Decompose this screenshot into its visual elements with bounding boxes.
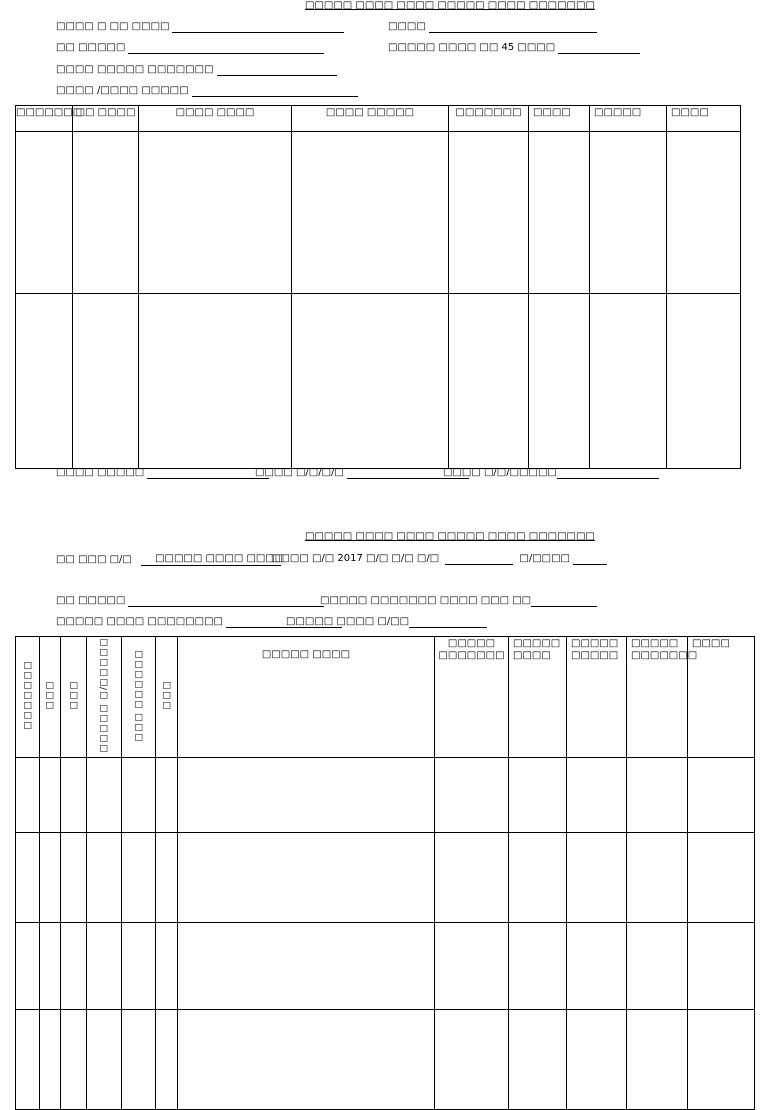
table-cell[interactable] [449,294,529,469]
form2-col-header: □□□□□ □□□□□□□ [627,637,688,758]
table-cell[interactable] [667,294,741,469]
form1-col-header: □□□□ [667,106,741,132]
form1-date-label: □□□□ [388,21,426,32]
table-cell[interactable] [16,922,40,1009]
table-cell[interactable] [122,922,156,1009]
table-cell[interactable] [567,757,627,832]
table-cell[interactable] [435,757,509,832]
form1-name-line[interactable] [172,22,344,33]
table-cell[interactable] [16,132,73,294]
table-cell[interactable] [178,832,435,922]
table-cell[interactable] [567,922,627,1009]
form1-table-row [16,294,741,469]
table-cell[interactable] [122,757,156,832]
form1-table-row [16,132,741,294]
table-cell[interactable] [688,757,755,832]
table-cell[interactable] [16,757,40,832]
form1-place-field[interactable] [56,85,358,97]
form2-col-header: □□□ □□□□□□ [122,637,156,758]
form1-footer-1-label: □□□□ □□□□□ [56,467,145,478]
table-cell[interactable] [16,294,73,469]
form1-header-row [16,106,741,132]
table-cell[interactable] [40,832,61,922]
table-cell[interactable] [156,757,178,832]
form1-col-header: □□□□ [529,106,590,132]
form2-col-header: □□□ [156,637,178,758]
form2-row3-left-label: □□□□□ □□□□ □□□□□□□□ [56,616,223,627]
table-cell[interactable] [16,832,40,922]
table-cell[interactable] [590,294,667,469]
form1-footer-2-label: □□□□ □/□/□/□ [255,467,344,478]
form1-footer-1[interactable] [56,467,269,479]
form1-office-field[interactable] [56,64,337,76]
table-cell[interactable] [87,922,122,1009]
form1-table [15,105,741,469]
form1-name-field[interactable] [56,21,344,33]
form1-col-header: □□□□□ [590,106,667,132]
form2-row1-end-label: □/□□□□ [519,553,571,564]
form2-row3-right-line[interactable] [409,617,487,628]
form1-office-label: □□□□ □□□□□ □□□□□□□ [56,64,214,75]
table-cell[interactable] [40,922,61,1009]
table-cell[interactable] [509,832,567,922]
form2-table-row [16,922,755,1009]
table-cell[interactable] [61,757,87,832]
form2-table-row [16,1009,755,1109]
table-cell[interactable] [567,1009,627,1109]
form2-row1-value[interactable]: □□□□□ □□□□ □□□□ [141,553,281,566]
form1-col-header: □□□□ □□□□ [139,106,292,132]
form1-col-header: □□□□ □□□□□ [292,106,449,132]
form2-header-row [16,637,755,758]
form2-col-header: □□□ [40,637,61,758]
form1-col-header: □□ □□□□ [73,106,139,132]
form1-footer-1-line[interactable] [147,468,269,479]
table-cell[interactable] [87,1009,122,1109]
form1-date-line[interactable] [429,22,597,33]
table-cell[interactable] [156,1009,178,1109]
table-cell[interactable] [178,1009,435,1109]
table-cell[interactable] [688,832,755,922]
form1-footer-3-label: □□□□ □/□/□□□□□ [443,467,557,478]
form2-row3-right-label: □□□□□ □□□□ □/□□ [286,616,410,627]
form1-rule-label: □□□□□ □□□□ □□ 45 □□□□ [388,42,556,53]
form2-col-header: □□□□□ □□□□ [178,637,435,758]
table-cell[interactable] [122,832,156,922]
table-cell[interactable] [156,922,178,1009]
form1-num-field[interactable] [56,42,324,54]
table-cell[interactable] [61,1009,87,1109]
form1-col-header: □□□□□□□ [449,106,529,132]
form1-num-label: □□ □□□□□ [56,42,126,53]
form2-row2-right-label: □□□□□ □□□□□□□ □□□□ □□□ □□ [320,595,532,606]
table-cell[interactable] [73,294,139,469]
table-cell[interactable] [435,1009,509,1109]
form2-row1-year[interactable] [271,553,607,565]
table-cell[interactable] [529,132,590,294]
form2-row2-right[interactable] [320,595,597,607]
table-cell[interactable] [139,132,292,294]
form1-place-line[interactable] [192,86,358,97]
table-cell[interactable] [627,832,688,922]
form2-row2-left-line[interactable] [128,596,324,607]
table-cell[interactable] [61,832,87,922]
form2-row3-right[interactable] [286,616,487,628]
form2-col-header: □□□ [61,637,87,758]
table-cell[interactable] [292,294,449,469]
table-cell[interactable] [40,757,61,832]
form2-row1-end-line[interactable] [573,554,607,565]
form2-col-header: □□□□□□□ [16,637,40,758]
form2-table [15,636,755,1110]
table-cell[interactable] [509,757,567,832]
table-cell[interactable] [688,1009,755,1109]
form1-date-field[interactable] [388,21,597,33]
table-cell[interactable] [590,132,667,294]
form2-col-header: □□□□□ □□□□□ [567,637,627,758]
form2-table-row [16,757,755,832]
table-cell[interactable] [16,1009,40,1109]
table-cell[interactable] [40,1009,61,1109]
table-cell[interactable] [529,294,590,469]
form2-row1-year-label: □□□□ □/□ 2017 □/□ □/□ □/□ [271,553,440,564]
table-cell[interactable] [667,132,741,294]
form1-title: □□□□□ □□□□ □□□□ □□□□□ □□□□ □□□□□□□ [305,0,595,11]
table-cell[interactable] [509,922,567,1009]
form2-title: □□□□□ □□□□ □□□□ □□□□□ □□□□ □□□□□□□ [305,531,595,542]
form2-col-header: □□□□□ □□□□□□□ [435,637,509,758]
form2-row2-left[interactable] [56,595,324,607]
table-cell[interactable] [87,832,122,922]
form2-row1-label: □□ □□□ □/□ [56,554,132,565]
table-cell[interactable] [627,757,688,832]
form1-rule-field[interactable] [388,42,640,54]
form2-col-header: □□□□□ □□□□ [509,637,567,758]
form1-col-header: □□□□□□□ [16,106,73,132]
form1-footer-3-line[interactable] [557,468,659,479]
form2-row1[interactable] [56,553,285,566]
table-cell[interactable] [627,1009,688,1109]
table-cell[interactable] [292,132,449,294]
table-cell[interactable] [139,294,292,469]
form1-place-label: □□□□ /□□□□ □□□□□ [56,85,189,96]
form1-num-line[interactable] [128,43,324,54]
form2-col-header: □□□□ [688,637,755,758]
table-cell[interactable] [178,757,435,832]
table-cell[interactable] [567,832,627,922]
form1-footer-2[interactable] [255,467,469,479]
table-cell[interactable] [509,1009,567,1109]
table-cell[interactable] [449,132,529,294]
form1-name-label: □□□□ □ □□ □□□□ [56,21,170,32]
form2-row2-left-label: □□ □□□□□ [56,595,126,606]
table-cell[interactable] [73,132,139,294]
table-cell[interactable] [435,922,509,1009]
form2-row2-right-line[interactable] [531,596,597,607]
table-cell[interactable] [688,922,755,1009]
table-cell[interactable] [156,832,178,922]
form1-footer-3[interactable] [443,467,659,479]
table-cell[interactable] [87,757,122,832]
form2-row1-year-line[interactable] [445,554,513,565]
form2-col-header: □□□□□ □/□□□□□ [87,637,122,758]
form1-rule-line[interactable] [558,43,640,54]
table-cell[interactable] [435,832,509,922]
table-cell[interactable] [178,922,435,1009]
form1-office-line[interactable] [217,65,337,76]
table-cell[interactable] [627,922,688,1009]
table-cell[interactable] [122,1009,156,1109]
form2-table-row [16,832,755,922]
table-cell[interactable] [61,922,87,1009]
